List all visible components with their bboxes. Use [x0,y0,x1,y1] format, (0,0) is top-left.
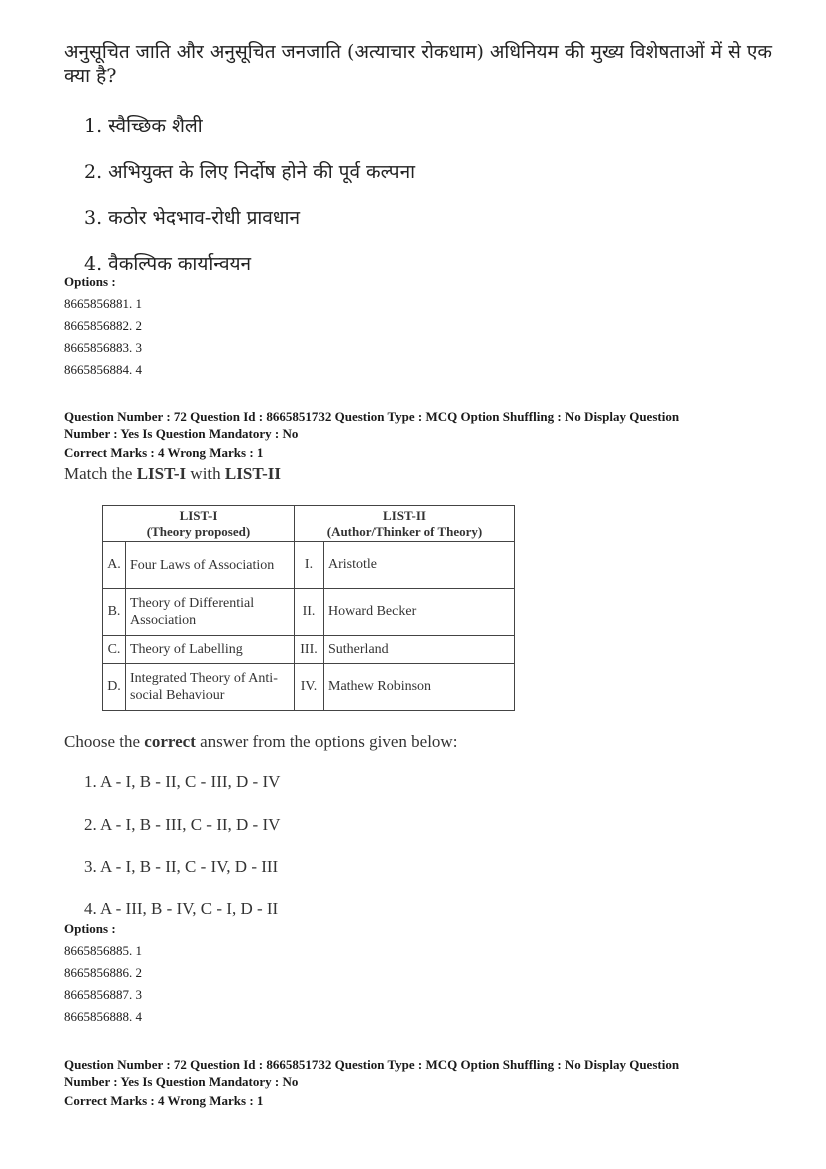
row-key: C. [103,636,126,664]
choose-suffix: answer from the options given below: [195,732,458,751]
match-prompt-list1: LIST-I [136,464,187,483]
question-meta [64,408,784,461]
option-1: 8665856885. 1 [64,943,142,958]
row-theory: Theory of Differential Association [126,589,295,636]
choice-1: 1. A - I, B - II, C - III, D - IV [84,772,281,791]
choose-instruction [64,732,457,752]
prev-option-1: 8665856881. 1 [64,296,142,311]
match-prompt-mid: with [186,464,225,483]
prev-choice-3: 3. कठोर भेदभाव-रोधी प्रावधान [84,207,301,229]
table-row [103,664,515,711]
question-marks: Correct Marks : 4 Wrong Marks : 1 [64,445,264,460]
row-author: Howard Becker [324,589,515,636]
match-table-header [103,506,515,542]
next-marks: Correct Marks : 4 Wrong Marks : 1 [64,1093,264,1108]
choose-bold: correct [144,732,196,751]
options-label: Options : [64,921,116,936]
match-table [102,505,515,711]
row-key: D. [103,664,126,711]
row-roman: IV. [295,664,324,711]
option-4: 8665856888. 4 [64,1009,142,1024]
prev-option-2: 8665856882. 2 [64,318,142,333]
list1-title: LIST-I [179,507,218,523]
table-row [103,636,515,664]
next-meta-line1: Question Number : 72 Question Id : 8665851732 Question Type : MCQ Option Shuffling : No Display Question [64,1057,680,1072]
row-roman: III. [295,636,324,664]
match-prompt [64,464,281,484]
table-row [103,542,515,589]
list2-header [295,506,515,542]
choice-3: 3. A - I, B - II, C - IV, D - III [84,857,279,876]
option-3: 8665856887. 3 [64,987,142,1002]
list1-subtitle: (Theory proposed) [146,523,251,539]
next-question-meta [64,1056,784,1109]
next-meta-line2: Number : Yes Is Question Mandatory : No [64,1074,299,1089]
match-prompt-list2: LIST-II [224,464,281,483]
match-prompt-prefix: Match the [64,464,137,483]
row-theory: Theory of Labelling [126,636,295,664]
choice-2: 2. A - I, B - III, C - II, D - IV [84,815,281,834]
row-key: B. [103,589,126,636]
list1-header [103,506,295,542]
list2-subtitle: (Author/Thinker of Theory) [326,523,483,539]
row-author: Aristotle [324,542,515,589]
prev-choice-2: 2. अभियुक्त के लिए निर्दोष होने की पूर्व कल्पना [84,161,416,183]
row-theory: Four Laws of Association [126,542,295,589]
choice-4: 4. A - III, B - IV, C - I, D - II [84,899,279,918]
prev-choice-1: 1. स्वैच्छिक शैली [84,115,203,137]
choose-prefix: Choose the [64,732,145,751]
option-2: 8665856886. 2 [64,965,142,980]
row-key: A. [103,542,126,589]
row-author: Sutherland [324,636,515,664]
row-roman: I. [295,542,324,589]
row-theory: Integrated Theory of Anti-social Behaviour [126,664,295,711]
table-row [103,589,515,636]
prev-options-label: Options : [64,274,116,289]
row-author: Mathew Robinson [324,664,515,711]
prev-option-3: 8665856883. 3 [64,340,142,355]
row-roman: II. [295,589,324,636]
prev-option-4: 8665856884. 4 [64,362,142,377]
prev-choice-4: 4. वैकल्पिक कार्यान्वयन [84,253,252,275]
question-meta-line2: Number : Yes Is Question Mandatory : No [64,426,299,441]
prev-question-text: अनुसूचित जाति और अनुसूचित जनजाति (अत्याचार रोकधाम) अधिनियम की मुख्य विशेषताओं में से एक क्या है? [64,41,772,87]
list2-title: LIST-II [383,507,426,523]
question-meta-line1: Question Number : 72 Question Id : 8665851732 Question Type : MCQ Option Shuffling : No Display Question [64,409,680,424]
